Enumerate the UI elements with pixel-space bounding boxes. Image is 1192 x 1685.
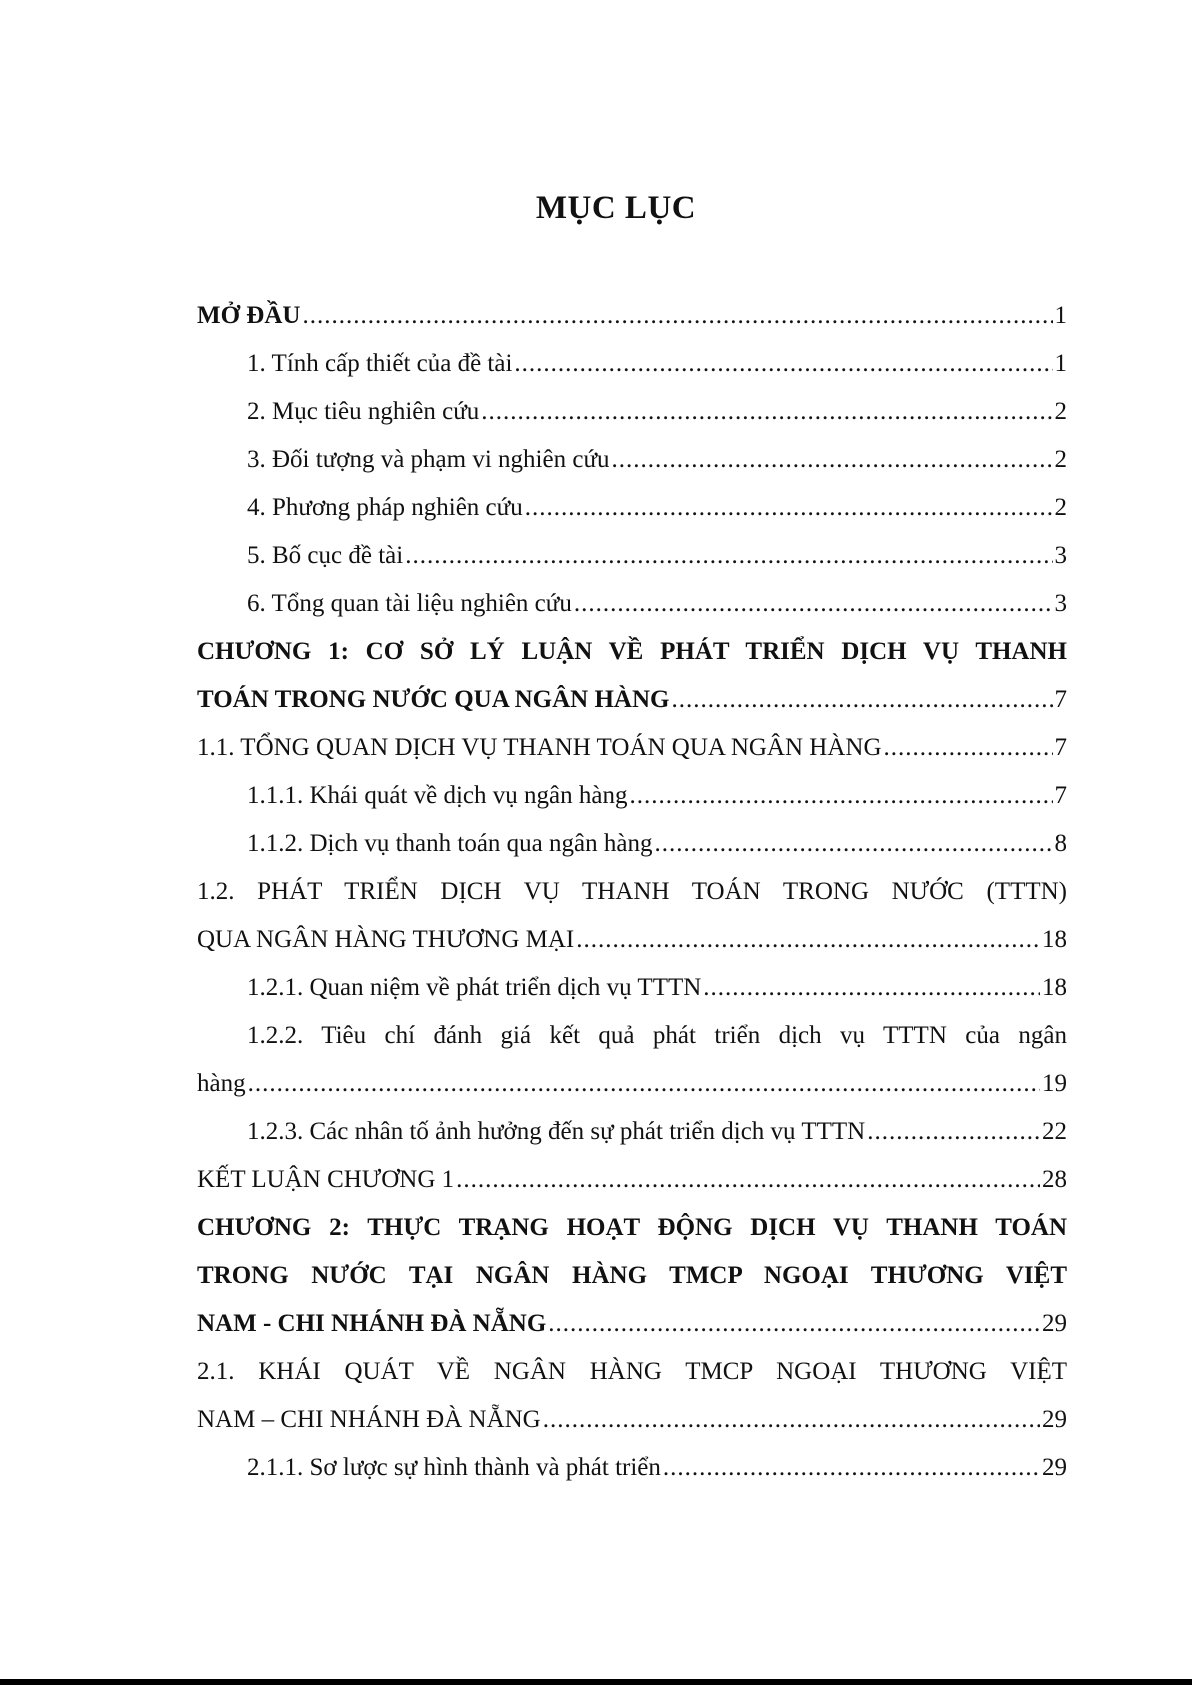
toc-entry[interactable] xyxy=(197,772,1067,820)
toc-entry-label: 1.2.3. Các nhân tố ảnh hưởng đến sự phát triển dịch vụ TTTN xyxy=(247,1118,866,1145)
toc-entry[interactable] xyxy=(197,724,1067,772)
toc-entry-label: 1.1. TỔNG QUAN DỊCH VỤ THANH TOÁN QUA NGÂN HÀNG xyxy=(197,734,882,761)
toc-entry[interactable] xyxy=(197,1204,1067,1348)
toc-entry[interactable] xyxy=(197,868,1067,964)
dot-leader xyxy=(663,1444,1040,1492)
dot-leader xyxy=(302,292,1052,340)
toc-entry-label: 1.1.1. Khái quát về dịch vụ ngân hàng xyxy=(247,782,628,809)
toc-entry-page-number: 18 xyxy=(1042,974,1067,1001)
dot-leader xyxy=(884,724,1053,772)
toc-entry-heading-line: TRONG NƯỚC TẠI NGÂN HÀNG TMCP NGOẠI THƯƠNG VIỆT xyxy=(197,1262,1067,1289)
dot-leader xyxy=(574,580,1053,628)
dot-leader xyxy=(629,772,1052,820)
toc-entry-label: 1.1.2. Dịch vụ thanh toán qua ngân hàng xyxy=(247,830,653,857)
toc-entry-label: QUA NGÂN HÀNG THƯƠNG MẠI xyxy=(197,926,575,953)
dot-leader xyxy=(405,532,1052,580)
toc-entry[interactable] xyxy=(197,1348,1067,1444)
dot-leader xyxy=(525,484,1053,532)
toc-entry-label: 2. Mục tiêu nghiên cứu xyxy=(247,398,480,425)
toc-entry-page-number: 7 xyxy=(1054,686,1067,713)
toc-entry-label: 4. Phương pháp nghiên cứu xyxy=(247,494,523,521)
toc-entry-page-number: 29 xyxy=(1042,1454,1067,1481)
toc-entry[interactable] xyxy=(197,628,1067,724)
page-bottom-border xyxy=(0,1679,1192,1685)
dot-leader xyxy=(576,916,1040,964)
toc-entry[interactable] xyxy=(197,484,1067,532)
toc-entry[interactable] xyxy=(197,436,1067,484)
toc-entry[interactable] xyxy=(197,820,1067,868)
toc-entry-heading-line: 1.2. PHÁT TRIỂN DỊCH VỤ THANH TOÁN TRONG NƯỚC (TTTN) xyxy=(197,878,1067,905)
dot-leader xyxy=(612,436,1053,484)
toc-entry-page-number: 22 xyxy=(1042,1118,1067,1145)
toc-entry[interactable] xyxy=(197,532,1067,580)
toc-entry-page-number: 19 xyxy=(1042,1070,1067,1097)
dot-leader xyxy=(248,1060,1040,1108)
dot-leader xyxy=(867,1108,1040,1156)
toc-entry[interactable] xyxy=(197,580,1067,628)
toc-entry-label: 3. Đối tượng và phạm vi nghiên cứu xyxy=(247,446,610,473)
toc-entry[interactable] xyxy=(197,388,1067,436)
toc-entry[interactable] xyxy=(197,1108,1067,1156)
toc-entry[interactable] xyxy=(197,1156,1067,1204)
toc-entry-page-number: 18 xyxy=(1042,926,1067,953)
dot-leader xyxy=(672,676,1053,724)
toc-entry-label: KẾT LUẬN CHƯƠNG 1 xyxy=(197,1166,455,1193)
toc-entry-page-number: 7 xyxy=(1054,782,1067,809)
toc-entry-label: NAM – CHI NHÁNH ĐÀ NẴNG xyxy=(197,1406,541,1433)
toc-entry[interactable] xyxy=(197,340,1067,388)
toc-entry-heading-line: CHƯƠNG 1: CƠ SỞ LÝ LUẬN VỀ PHÁT TRIỂN DỊCH VỤ THANH xyxy=(197,638,1067,665)
toc-entry-page-number: 2 xyxy=(1054,446,1067,473)
table-of-contents xyxy=(197,292,1067,1492)
toc-entry-label: 5. Bố cục đề tài xyxy=(247,542,404,569)
dot-leader xyxy=(514,340,1052,388)
toc-entry[interactable] xyxy=(197,1444,1067,1492)
page-title: MỤC LỤC xyxy=(535,190,697,226)
dot-leader xyxy=(703,964,1040,1012)
toc-entry-label: 1.2.1. Quan niệm về phát triển dịch vụ TTTN xyxy=(247,974,702,1001)
toc-entry-heading-line: CHƯƠNG 2: THỰC TRẠNG HOẠT ĐỘNG DỊCH VỤ THANH TOÁN xyxy=(197,1214,1067,1241)
toc-entry-page-number: 1 xyxy=(1054,302,1067,329)
toc-entry-page-number: 3 xyxy=(1054,542,1067,569)
toc-entry-label: 1. Tính cấp thiết của đề tài xyxy=(247,350,513,377)
toc-entry-page-number: 8 xyxy=(1054,830,1067,857)
toc-entry-page-number: 2 xyxy=(1054,398,1067,425)
toc-entry-page-number: 7 xyxy=(1054,734,1067,761)
toc-entry[interactable] xyxy=(197,292,1067,340)
dot-leader xyxy=(456,1156,1040,1204)
toc-entry-heading-line: 2.1. KHÁI QUÁT VỀ NGÂN HÀNG TMCP NGOẠI THƯƠNG VIỆT xyxy=(197,1358,1067,1385)
toc-entry-page-number: 3 xyxy=(1054,590,1067,617)
toc-entry-page-number: 28 xyxy=(1042,1166,1067,1193)
toc-entry-label: hàng xyxy=(197,1070,246,1097)
dot-leader xyxy=(654,820,1052,868)
dot-leader xyxy=(548,1300,1040,1348)
dot-leader xyxy=(543,1396,1040,1444)
toc-entry-page-number: 29 xyxy=(1042,1310,1067,1337)
toc-entry-page-number: 29 xyxy=(1042,1406,1067,1433)
toc-entry-label: TOÁN TRONG NƯỚC QUA NGÂN HÀNG xyxy=(197,686,670,713)
toc-entry-page-number: 1 xyxy=(1054,350,1067,377)
dot-leader xyxy=(481,388,1052,436)
toc-entry-label: 6. Tổng quan tài liệu nghiên cứu xyxy=(247,590,572,617)
toc-entry-label: NAM - CHI NHÁNH ĐÀ NẴNG xyxy=(197,1310,547,1337)
toc-entry[interactable] xyxy=(197,1012,1067,1108)
toc-entry-heading-line: 1.2.2. Tiêu chí đánh giá kết quả phát triển dịch vụ TTTN của ngân xyxy=(247,1022,1067,1049)
toc-entry[interactable] xyxy=(197,964,1067,1012)
toc-entry-label: MỞ ĐẦU xyxy=(197,302,301,329)
toc-entry-label: 2.1.1. Sơ lược sự hình thành và phát triển xyxy=(247,1454,661,1481)
toc-entry-page-number: 2 xyxy=(1054,494,1067,521)
